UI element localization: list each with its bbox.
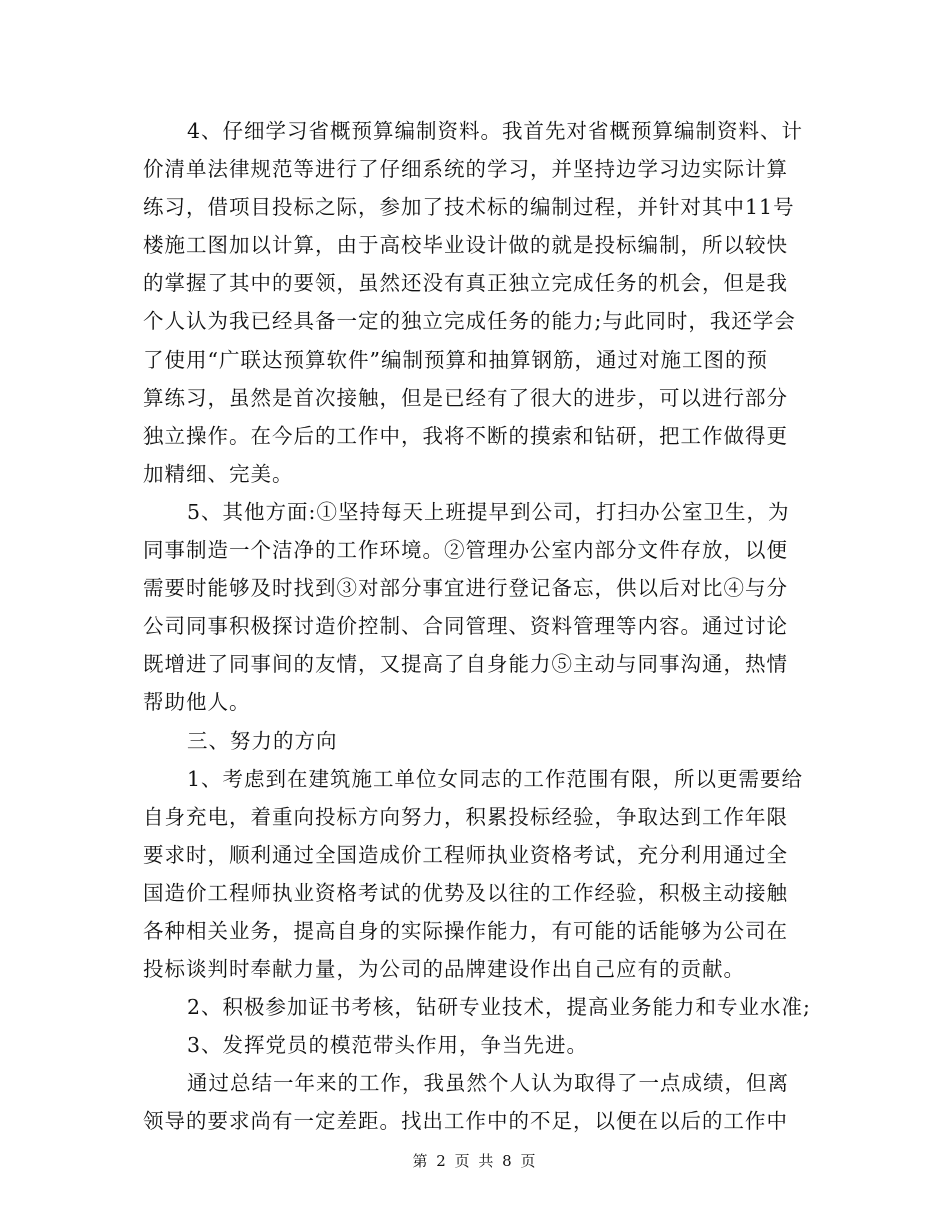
text-line: 的掌握了其中的要领，虽然还没有真正独立完成任务的机会，但是我 [143, 271, 788, 296]
text-line: 国造价工程师执业资格考试的优势及以往的工作经验，积极主动接触 [143, 880, 788, 905]
text-line: 3、发挥党员的模范带头作用，争当先进。 [187, 1033, 589, 1058]
text-line: 帮助他人。 [143, 690, 251, 715]
text-line: 领导的要求尚有一定差距。找出工作中的不足，以便在以后的工作中 [143, 1109, 788, 1134]
text-line: 4、仔细学习省概预算编制资料。我首先对省概预算编制资料、计 [187, 119, 804, 143]
text-line: 同事制造一个洁净的工作环境。②管理办公室内部分文件存放，以便 [143, 538, 788, 563]
text-line: 楼施工图加以计算，由于高校毕业设计做的就是投标编制，所以较快 [143, 233, 788, 258]
text-line: 投标谈判时奉献力量，为公司的品牌建设作出自己应有的贡献。 [143, 957, 745, 982]
text-line: 1、考虑到在建筑施工单位女同志的工作范围有限，所以更需要给 [187, 766, 804, 791]
text-line: 各种相关业务，提高自身的实际操作能力，有可能的话能够为公司在 [143, 918, 788, 943]
text-line: 加精细、完美。 [143, 461, 294, 486]
text-line: 价清单法律规范等进行了仔细系统的学习，并坚持边学习边实际计算 [143, 157, 788, 182]
text-line: 要求时，顺利通过全国造成价工程师执业资格考试，充分利用通过全 [143, 842, 788, 867]
text-line: 三、努力的方向 [187, 728, 338, 753]
text-line: 独立操作。在今后的工作中，我将不断的摸索和钻研，把工作做得更 [143, 423, 788, 448]
text-line: 需要时能够及时找到③对部分事宜进行登记备忘，供以后对比④与分 [143, 576, 788, 601]
text-line: 了使用“广联达预算软件”编制预算和抽算钢筋，通过对施工图的预 [143, 347, 768, 372]
text-line: 自身充电，着重向投标方向努力，积累投标经验，争取达到工作年限 [143, 804, 788, 829]
text-line: 个人认为我已经具备一定的独立完成任务的能力;与此同时，我还学会 [143, 309, 796, 334]
document-body [143, 112, 811, 1141]
text-line: 算练习，虽然是首次接触，但是已经有了很大的进步，可以进行部分 [143, 385, 788, 410]
text-line: 2、积极参加证书考核，钻研专业技术，提高业务能力和专业水准; [187, 995, 811, 1020]
text-line: 通过总结一年来的工作，我虽然个人认为取得了一点成绩，但离 [187, 1071, 789, 1096]
page-footer: 第 2 页 共 8 页 [412, 1152, 538, 1170]
text-line: 既增进了同事间的友情，又提高了自身能力⑤主动与同事沟通，热情 [143, 652, 788, 677]
text-line: 练习，借项目投标之际，参加了技术标的编制过程，并针对其中11号 [143, 195, 795, 220]
text-line: 5、其他方面:①坚持每天上班提早到公司，打扫办公室卫生，为 [187, 499, 790, 524]
text-line: 公司同事积极探讨造价控制、合同管理、资料管理等内容。通过讨论 [143, 614, 788, 639]
